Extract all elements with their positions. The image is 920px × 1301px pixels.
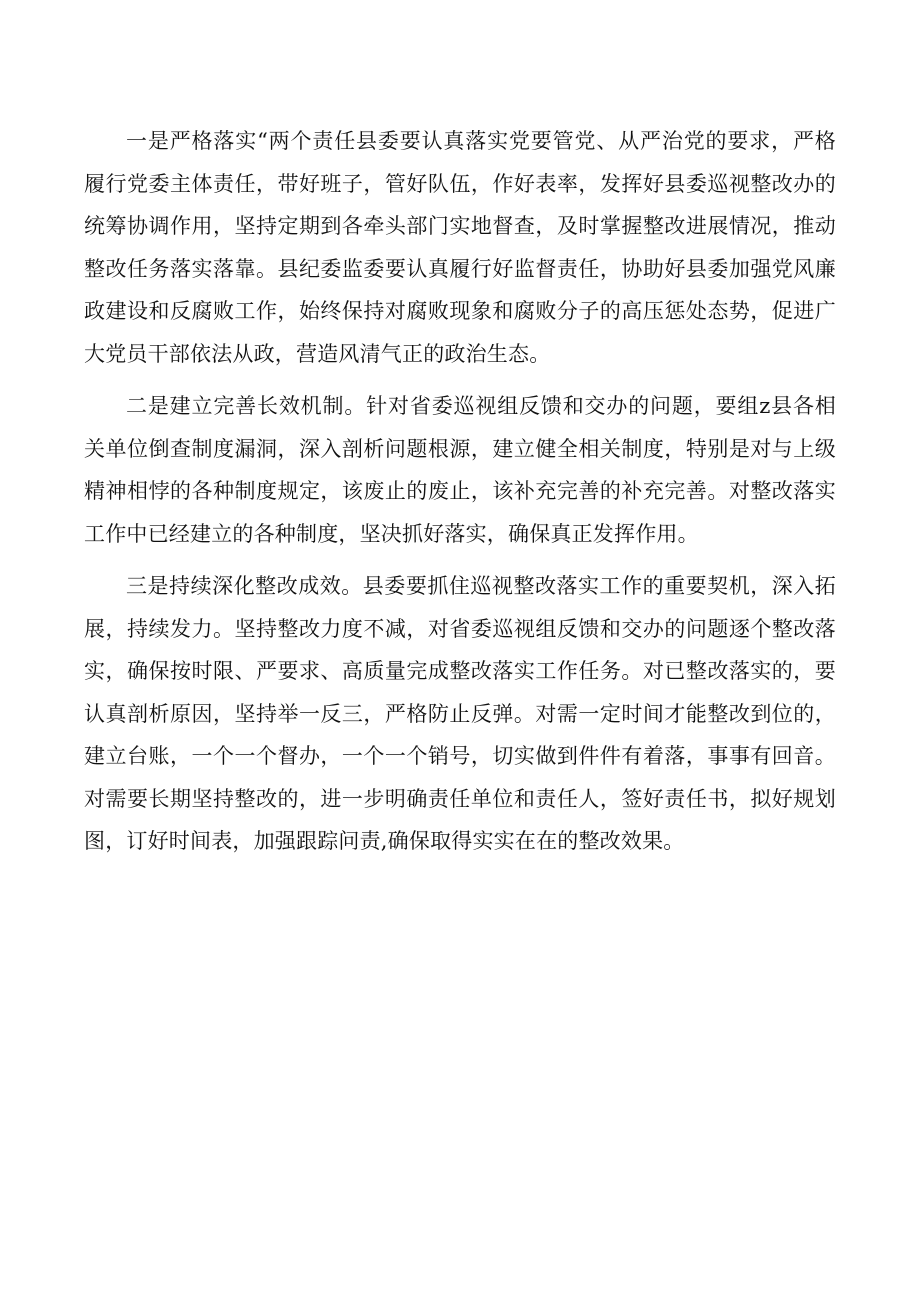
paragraph-responsibility: 一是严格落实“两个责任县委要认真落实党要管党、从严治党的要求，严格履行党委主体责任，带好班子，管好队伍，作好表率，发挥好县委巡视整改办的统筹协调作用，坚持定期到各牵头部门实地督查，及时掌握整改进展情况，推动整改任务落实落靠。县纪委监委要认真履行好监督责任，协助好县委加强党风廉政建设和反腐败工作，始终保持对腐败现象和腐败分子的高压惩处态势，促进广大党员干部依法从政，营造风清气正的政治生态。 <box>84 129 836 366</box>
document-body <box>84 120 836 863</box>
paragraph-long-term-mechanism: 二是建立完善长效机制。针对省委巡视组反馈和交办的问题，要组z县各相关单位倒查制度漏洞，深入剖析问题根源，建立健全相关制度，特别是对与上级精神相悖的各种制度规定，该废止的废止，该补充完善的补充完善。对整改落实工作中已经建立的各种制度，坚决抓好落实，确保真正发挥作用。 <box>84 394 836 546</box>
paragraph-rectification-results: 三是持续深化整改成效。县委要抓住巡视整改落实工作的重要契机，深入拓展，持续发力。坚持整改力度不减，对省委巡视组反馈和交办的问题逐个整改落实，确保按时限、严要求、高质量完成整改落实工作任务。对已整改落实的，要认真剖析原因，坚持举一反三，严格防止反弹。对需一定时间才能整改到位的，建立台账，一个一个督办，一个一个销号，切实做到件件有着落，事事有回音。对需要长期坚持整改的，进一步明确责任单位和责任人，签好责任书，拟好规划图，订好时间表，加强跟踪问责,确保取得实实在在的整改效果。 <box>84 574 836 853</box>
